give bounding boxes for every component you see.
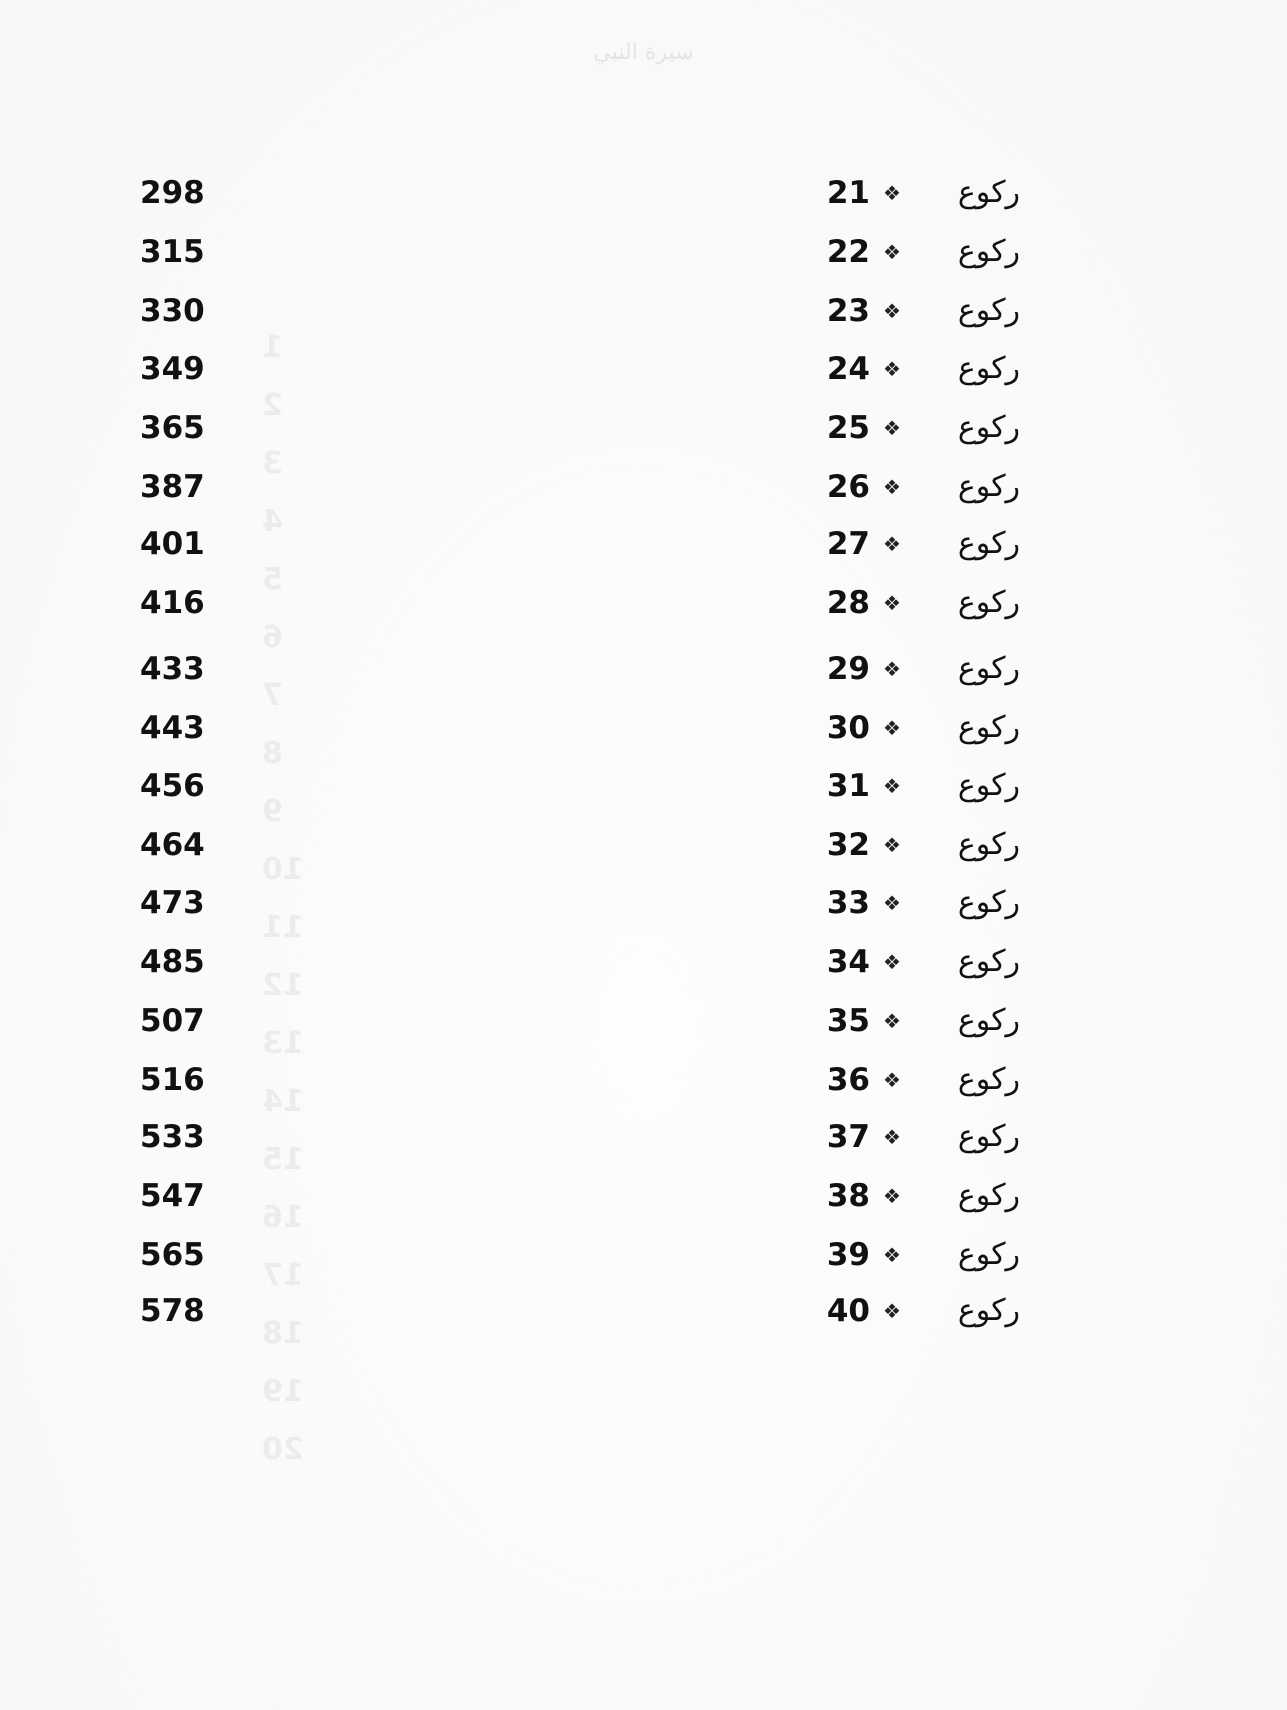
toc-row [0,341,1287,397]
toc-row [0,875,1287,931]
toc-row [0,575,1287,631]
ruku-number: 26 [826,469,870,505]
bleed-through-text: 6 [262,620,283,655]
ruku-number: 27 [826,526,870,562]
toc-row [0,224,1287,280]
diamond-bullet-icon: ❖ [883,716,901,740]
page-number: 315 [140,234,205,270]
ruku-label: رکوع [957,1003,1020,1038]
toc-row [0,1109,1287,1165]
bleed-through-text: 5 [262,562,283,597]
ruku-number: 37 [826,1119,870,1155]
ruku-label: رکوع [957,585,1020,620]
bleed-through-text: 1 [262,330,283,365]
bleed-through-text: 20 [262,1432,304,1467]
page-number: 485 [140,944,205,980]
toc-row [0,400,1287,456]
page-number: 387 [140,469,205,505]
ruku-number: 33 [826,885,870,921]
ruku-number: 29 [826,651,870,687]
diamond-bullet-icon: ❖ [883,1184,901,1208]
toc-row [0,1227,1287,1283]
page-number: 516 [140,1062,205,1098]
ruku-number: 28 [826,585,870,621]
toc-row [0,700,1287,756]
ruku-label: رکوع [957,1062,1020,1097]
bleed-through-text: 12 [262,968,304,1003]
ruku-label: رکوع [957,351,1020,386]
bleed-through-text: 10 [262,852,304,887]
ruku-label: رکوع [957,293,1020,328]
diamond-bullet-icon: ❖ [883,891,901,915]
toc-row [0,165,1287,221]
diamond-bullet-icon: ❖ [883,774,901,798]
ruku-label: رکوع [957,469,1020,504]
diamond-bullet-icon: ❖ [883,181,901,205]
diamond-bullet-icon: ❖ [883,357,901,381]
page-number: 533 [140,1119,205,1155]
ruku-number: 39 [826,1237,870,1273]
diamond-bullet-icon: ❖ [883,1299,901,1323]
ruku-number: 40 [826,1293,870,1329]
ruku-label: رکوع [957,885,1020,920]
bleed-through-text: 9 [262,794,283,829]
ruku-label: رکوع [957,1119,1020,1154]
diamond-bullet-icon: ❖ [883,416,901,440]
toc-row [0,934,1287,990]
bleed-through-text: 11 [262,910,304,945]
toc-row [0,758,1287,814]
page-number: 443 [140,710,205,746]
bleed-through-text: 2 [262,388,283,423]
ruku-number: 25 [826,410,870,446]
ruku-label: رکوع [957,410,1020,445]
bleed-through-text: 14 [262,1084,304,1119]
toc-row [0,283,1287,339]
diamond-bullet-icon: ❖ [883,1009,901,1033]
page-number: 565 [140,1237,205,1273]
bleed-through-text: 19 [262,1374,304,1409]
bleed-through-text: 8 [262,736,283,771]
page-number: 330 [140,293,205,329]
ruku-number: 23 [826,293,870,329]
ruku-number: 32 [826,827,870,863]
bleed-through-text: 13 [262,1026,304,1061]
toc-row [0,641,1287,697]
ruku-label: رکوع [957,1178,1020,1213]
ruku-label: رکوع [957,526,1020,561]
page-number: 365 [140,410,205,446]
bleed-through-text: 15 [262,1142,304,1177]
bleed-through-text: 17 [262,1258,304,1293]
toc-row [0,817,1287,873]
bleed-through-text: 16 [262,1200,304,1235]
diamond-bullet-icon: ❖ [883,657,901,681]
page-number: 547 [140,1178,205,1214]
diamond-bullet-icon: ❖ [883,591,901,615]
ruku-label: رکوع [957,768,1020,803]
ruku-number: 36 [826,1062,870,1098]
diamond-bullet-icon: ❖ [883,833,901,857]
page-number: 464 [140,827,205,863]
ruku-number: 22 [826,234,870,270]
diamond-bullet-icon: ❖ [883,475,901,499]
ruku-label: رکوع [957,827,1020,862]
bleed-through-text: 18 [262,1316,304,1351]
page-number: 473 [140,885,205,921]
diamond-bullet-icon: ❖ [883,1125,901,1149]
ruku-label: رکوع [957,1237,1020,1272]
page-number: 401 [140,526,205,562]
diamond-bullet-icon: ❖ [883,240,901,264]
toc-row [0,1052,1287,1108]
ruku-number: 38 [826,1178,870,1214]
ruku-label: رکوع [957,1293,1020,1328]
ruku-number: 31 [826,768,870,804]
page-number: 416 [140,585,205,621]
toc-row [0,516,1287,572]
page-number: 578 [140,1293,205,1329]
diamond-bullet-icon: ❖ [883,950,901,974]
bleed-through-text: 3 [262,446,283,481]
page-number: 456 [140,768,205,804]
bleed-through-text: 7 [262,678,283,713]
ruku-number: 34 [826,944,870,980]
ruku-label: رکوع [957,175,1020,210]
diamond-bullet-icon: ❖ [883,532,901,556]
page-number: 349 [140,351,205,387]
page-header-mark: ﺳﻴﺮﺓ ﺍﻟﻨﺒﻲ [593,40,694,65]
toc-row [0,1168,1287,1224]
page-number: 433 [140,651,205,687]
diamond-bullet-icon: ❖ [883,1068,901,1092]
ruku-number: 24 [826,351,870,387]
diamond-bullet-icon: ❖ [883,1243,901,1267]
bleed-through-text: 4 [262,504,283,539]
toc-row [0,459,1287,515]
ruku-label: رکوع [957,651,1020,686]
ruku-number: 30 [826,710,870,746]
ruku-label: رکوع [957,234,1020,269]
ruku-label: رکوع [957,944,1020,979]
ruku-number: 35 [826,1003,870,1039]
page-number: 298 [140,175,205,211]
ruku-number: 21 [826,175,870,211]
toc-row [0,993,1287,1049]
diamond-bullet-icon: ❖ [883,299,901,323]
toc-row [0,1283,1287,1339]
page-number: 507 [140,1003,205,1039]
ruku-label: رکوع [957,710,1020,745]
